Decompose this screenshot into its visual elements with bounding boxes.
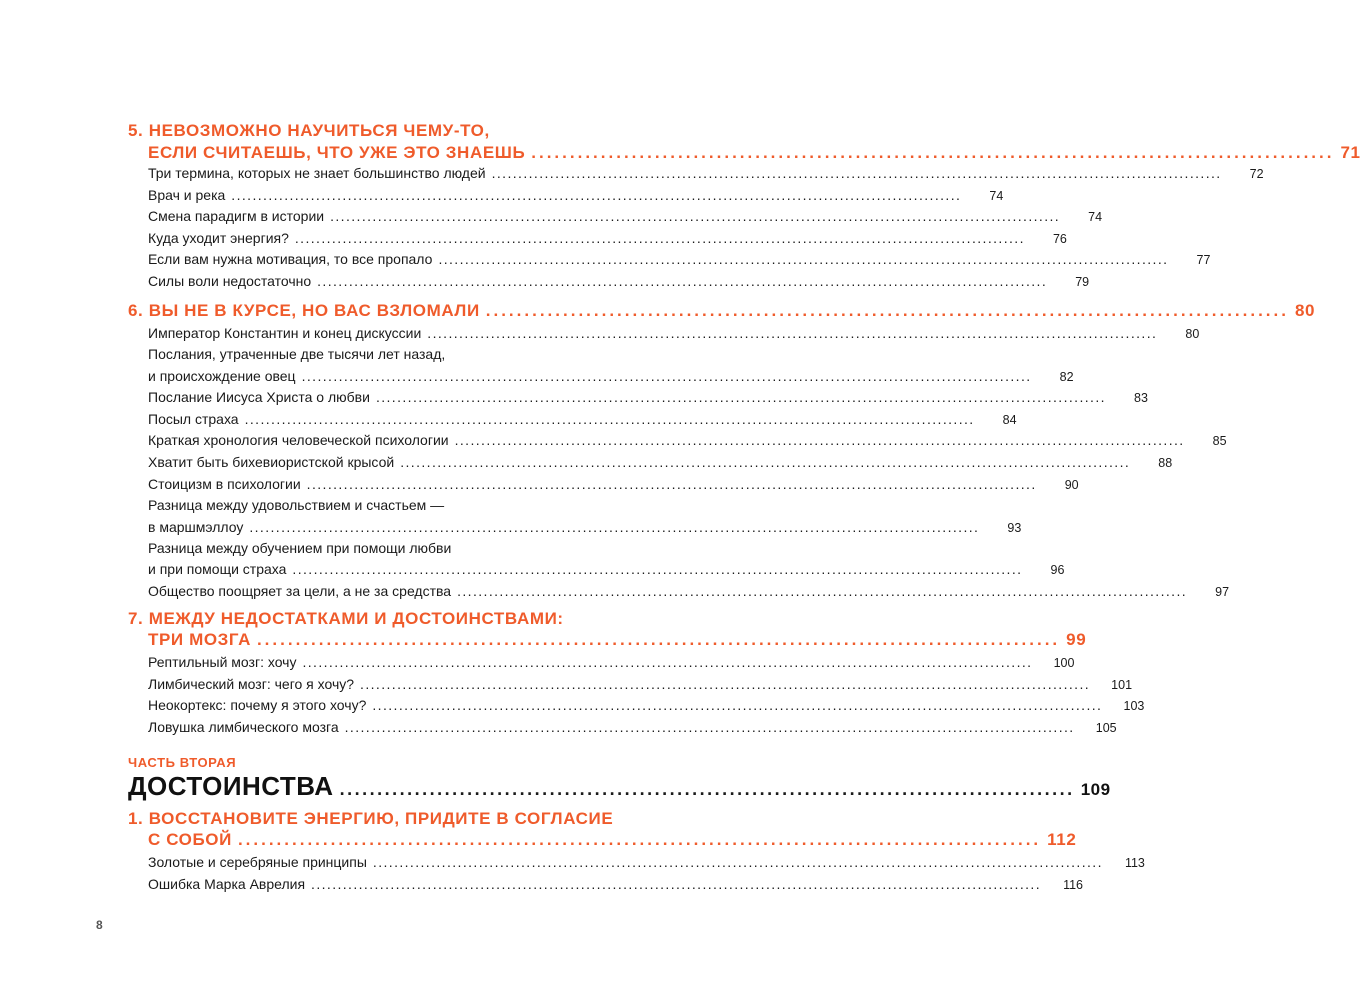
leader-dots: .......................................................................................................................................... xyxy=(292,561,1023,577)
toc-item[interactable] xyxy=(0,454,1173,470)
toc-item-page: 113 xyxy=(1124,856,1145,870)
part-label: ЧАСТЬ ВТОРАЯ xyxy=(128,755,237,770)
toc-item-title: Рептильный мозг: хочу xyxy=(148,654,297,670)
toc-item-page: 79 xyxy=(1075,275,1090,289)
toc-item-page: 93 xyxy=(1007,521,1022,535)
toc-item-page: 84 xyxy=(1002,413,1017,427)
leader-dots: .......................................................................................................................................... xyxy=(360,676,1091,692)
toc-item-title: и при помощи страха xyxy=(148,561,287,577)
toc-item[interactable] xyxy=(0,251,1211,267)
leader-dots: .......................................................................................................................................... xyxy=(454,432,1185,448)
part-heading[interactable] xyxy=(0,771,1111,802)
toc-item-page: 74 xyxy=(989,189,1004,203)
toc-item[interactable] xyxy=(0,208,1103,224)
toc-item[interactable] xyxy=(0,273,1090,289)
section-5-heading-line1: 5. НЕВОЗМОЖНО НАУЧИТЬСЯ ЧЕМУ-ТО, xyxy=(128,121,490,140)
leader-dots: .......................................................................................................................................... xyxy=(372,697,1103,713)
section-6-title: 6. ВЫ НЕ В КУРСЕ, НО ВАС ВЗЛОМАЛИ xyxy=(128,301,480,320)
toc-item-title: в маршмэллоу xyxy=(148,519,244,535)
toc-item-title: Послание Иисуса Христа о любви xyxy=(148,389,370,405)
toc-item-title-line1: Разница между удовольствием и счастьем — xyxy=(148,497,445,513)
toc-item-title: Неокортекс: почему я этого хочу? xyxy=(148,697,367,713)
toc-item-page: 100 xyxy=(1053,656,1075,670)
toc-item-title: Силы воли недостаточно xyxy=(148,273,312,289)
leader-dots: ........................................................................................................ xyxy=(256,630,1061,649)
toc-item-page: 80 xyxy=(1185,327,1200,341)
toc-item-title: Смена парадигм в истории xyxy=(148,208,325,224)
toc-item-title: и происхождение овец xyxy=(148,368,296,384)
toc-item[interactable] xyxy=(0,519,1022,535)
toc-item[interactable] xyxy=(0,432,1227,448)
toc-item-title-line1: Разница между обучением при помощи любви xyxy=(148,540,452,556)
leader-dots: ........................................................................................................ xyxy=(237,830,1042,849)
section-7-title: ТРИ МОЗГА xyxy=(148,630,251,649)
toc-item-page: 88 xyxy=(1158,456,1173,470)
toc-item-page: 83 xyxy=(1134,391,1148,405)
toc-item-page: 77 xyxy=(1196,253,1211,267)
part-page: 109 xyxy=(1080,780,1111,799)
section-7-page: 99 xyxy=(1066,630,1087,649)
toc-item[interactable] xyxy=(0,719,1117,735)
toc-item-title: Ошибка Марка Аврелия xyxy=(148,876,306,892)
leader-dots: .................................................................................................. xyxy=(339,779,1075,799)
toc-item[interactable] xyxy=(0,389,1148,405)
leader-dots: ........................................................................................................ xyxy=(485,301,1289,320)
leader-dots: .......................................................................................................................................... xyxy=(244,411,975,427)
toc-item-page: 105 xyxy=(1095,721,1117,735)
toc-item[interactable] xyxy=(0,561,1065,577)
leader-dots: .......................................................................................................................................... xyxy=(372,854,1103,870)
toc-item-page: 90 xyxy=(1064,478,1079,492)
toc-item[interactable] xyxy=(0,654,1075,670)
toc-item-page: 82 xyxy=(1059,370,1074,384)
toc-item-page: 96 xyxy=(1050,563,1065,577)
toc-item[interactable] xyxy=(0,230,1067,246)
section-5-page: 71 xyxy=(1340,143,1361,162)
leader-dots: .......................................................................................................................................... xyxy=(294,230,1025,246)
toc-item-page: 85 xyxy=(1212,434,1227,448)
toc-item[interactable] xyxy=(0,187,1004,203)
toc-item-page: 76 xyxy=(1052,232,1067,246)
toc-item-title: Ловушка лимбического мозга xyxy=(148,719,339,735)
leader-dots: .......................................................................................................................................... xyxy=(400,454,1131,470)
toc-item-page: 103 xyxy=(1123,699,1145,713)
section-7-heading[interactable] xyxy=(0,630,1087,650)
toc-item-title: Врач и река xyxy=(148,187,226,203)
toc-item[interactable] xyxy=(0,368,1074,384)
leader-dots: .......................................................................................................................................... xyxy=(491,165,1222,181)
leader-dots: .......................................................................................................................................... xyxy=(306,476,1037,492)
toc-item-title: Стоицизм в психологии xyxy=(148,476,301,492)
leader-dots: .......................................................................................................................................... xyxy=(438,251,1169,267)
leader-dots: .......................................................................................................................................... xyxy=(427,325,1158,341)
toc-item[interactable] xyxy=(0,697,1145,713)
toc-item-page: 74 xyxy=(1088,210,1103,224)
section-p2-1-heading[interactable] xyxy=(0,830,1077,850)
toc-item-page: 116 xyxy=(1063,878,1084,892)
leader-dots: .......................................................................................................................................... xyxy=(249,519,980,535)
leader-dots: .......................................................................................................................................... xyxy=(375,389,1106,405)
section-6-page: 80 xyxy=(1294,301,1316,320)
section-p2-1-heading-line1: 1. ВОССТАНОВИТЕ ЭНЕРГИЮ, ПРИДИТЕ В СОГЛАСИЕ xyxy=(128,809,614,828)
section-6-heading[interactable] xyxy=(0,301,1316,321)
toc-item[interactable] xyxy=(0,854,1145,870)
toc-item-title: Если вам нужна мотивация, то все пропало xyxy=(148,251,433,267)
section-5-title: ЕСЛИ СЧИТАЕШЬ, ЧТО УЖЕ ЭТО ЗНАЕШЬ xyxy=(148,143,526,162)
toc-item-title: Три термина, которых не знает большинство людей xyxy=(148,165,486,181)
toc-item-title: Краткая хронология человеческой психологии xyxy=(148,432,449,448)
toc-item[interactable] xyxy=(0,676,1133,692)
toc-item[interactable] xyxy=(0,476,1079,492)
toc-item-title: Лимбический мозг: чего я хочу? xyxy=(148,676,355,692)
toc-item[interactable] xyxy=(0,165,1264,181)
part-title: ДОСТОИНСТВА xyxy=(128,771,334,801)
leader-dots: .......................................................................................................................................... xyxy=(302,654,1033,670)
leader-dots: .......................................................................................................................................... xyxy=(231,187,962,203)
leader-dots: .......................................................................................................................................... xyxy=(330,208,1061,224)
toc-item[interactable] xyxy=(0,325,1200,341)
section-p2-1-page: 112 xyxy=(1047,830,1077,849)
toc-item-page: 72 xyxy=(1249,167,1264,181)
toc-item-page: 97 xyxy=(1215,585,1230,599)
leader-dots: .......................................................................................................................................... xyxy=(317,273,1048,289)
toc-item[interactable] xyxy=(0,583,1230,599)
toc-item-title: Куда уходит энергия? xyxy=(148,230,289,246)
leader-dots: .......................................................................................................................................... xyxy=(311,876,1042,892)
leader-dots: ........................................................................................................ xyxy=(531,143,1335,162)
section-5-heading[interactable] xyxy=(0,143,1361,163)
toc-item-title-line1: Послания, утраченные две тысячи лет назад, xyxy=(148,346,446,362)
toc-item[interactable] xyxy=(0,411,1017,427)
toc-item-title: Хватит быть бихевиористской крысой xyxy=(148,454,395,470)
toc-item-title: Общество поощряет за цели, а не за средства xyxy=(148,583,452,599)
toc-item-title: Посыл страха xyxy=(148,411,239,427)
section-p2-1-title: С СОБОЙ xyxy=(148,830,232,849)
toc-item-page: 101 xyxy=(1111,678,1133,692)
leader-dots: .......................................................................................................................................... xyxy=(457,583,1188,599)
section-7-heading-line1: 7. МЕЖДУ НЕДОСТАТКАМИ И ДОСТОИНСТВАМИ: xyxy=(128,609,564,628)
toc-item-title: Золотые и серебряные принципы xyxy=(148,854,367,870)
toc-item-title: Император Константин и конец дискуссии xyxy=(148,325,422,341)
toc-item[interactable] xyxy=(0,876,1084,892)
page-number: 8 xyxy=(96,918,103,932)
leader-dots: .......................................................................................................................................... xyxy=(344,719,1075,735)
leader-dots: .......................................................................................................................................... xyxy=(301,368,1032,384)
